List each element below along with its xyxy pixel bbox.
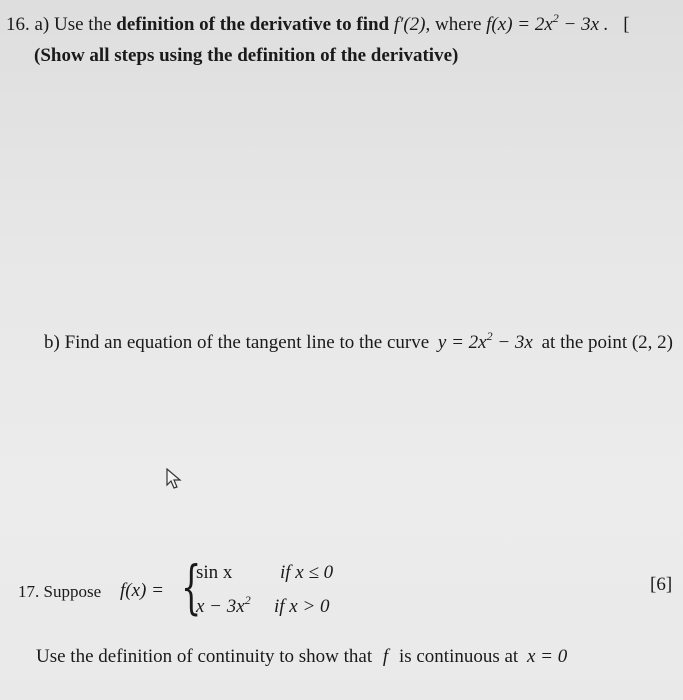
q16a-fprime: f′(2) <box>393 14 426 35</box>
q17-instruction: Use the definition of continuity to show that f is continuous at x = 0 <box>36 646 568 667</box>
q17-label: 17. Suppose <box>18 582 102 601</box>
q16a-bold-phrase: definition of the derivative to find <box>116 14 390 35</box>
q17-case1-cond: if x ≤ 0 <box>280 562 334 583</box>
q17-case1-expr: sin x <box>196 562 233 583</box>
mouse-pointer-icon <box>166 468 182 495</box>
q17-fx: f(x) = <box>120 580 164 601</box>
piecewise-brace: { <box>181 553 202 621</box>
q16a-where: , where <box>425 14 482 35</box>
q17-instruction-f: f <box>382 646 389 667</box>
q16a-mark: [ <box>623 14 630 35</box>
q16a-prefix: 16. a) Use the <box>6 14 117 35</box>
q17-case2-cond: if x > 0 <box>274 596 330 617</box>
q16b-curve: $y = 2x^2 - 3x$ <box>437 329 533 353</box>
q16a-line <box>6 11 630 36</box>
q16b-text: b) Find an equation of the tangent line to the curve <box>44 332 430 353</box>
q16a-instruction: (Show all steps using the definition of the derivative) <box>34 45 459 66</box>
q16b-point: at the point (2, 2) <box>541 332 674 353</box>
q17-mark: [6] <box>650 574 673 595</box>
q16b-line <box>44 329 674 354</box>
q16a-function: $f(x) = 2x^2 - 3x$ . <box>486 11 609 35</box>
q17-case2-expr: $x - 3x^2$ <box>196 593 251 617</box>
q17-instruction-point: x = 0 <box>526 646 568 667</box>
